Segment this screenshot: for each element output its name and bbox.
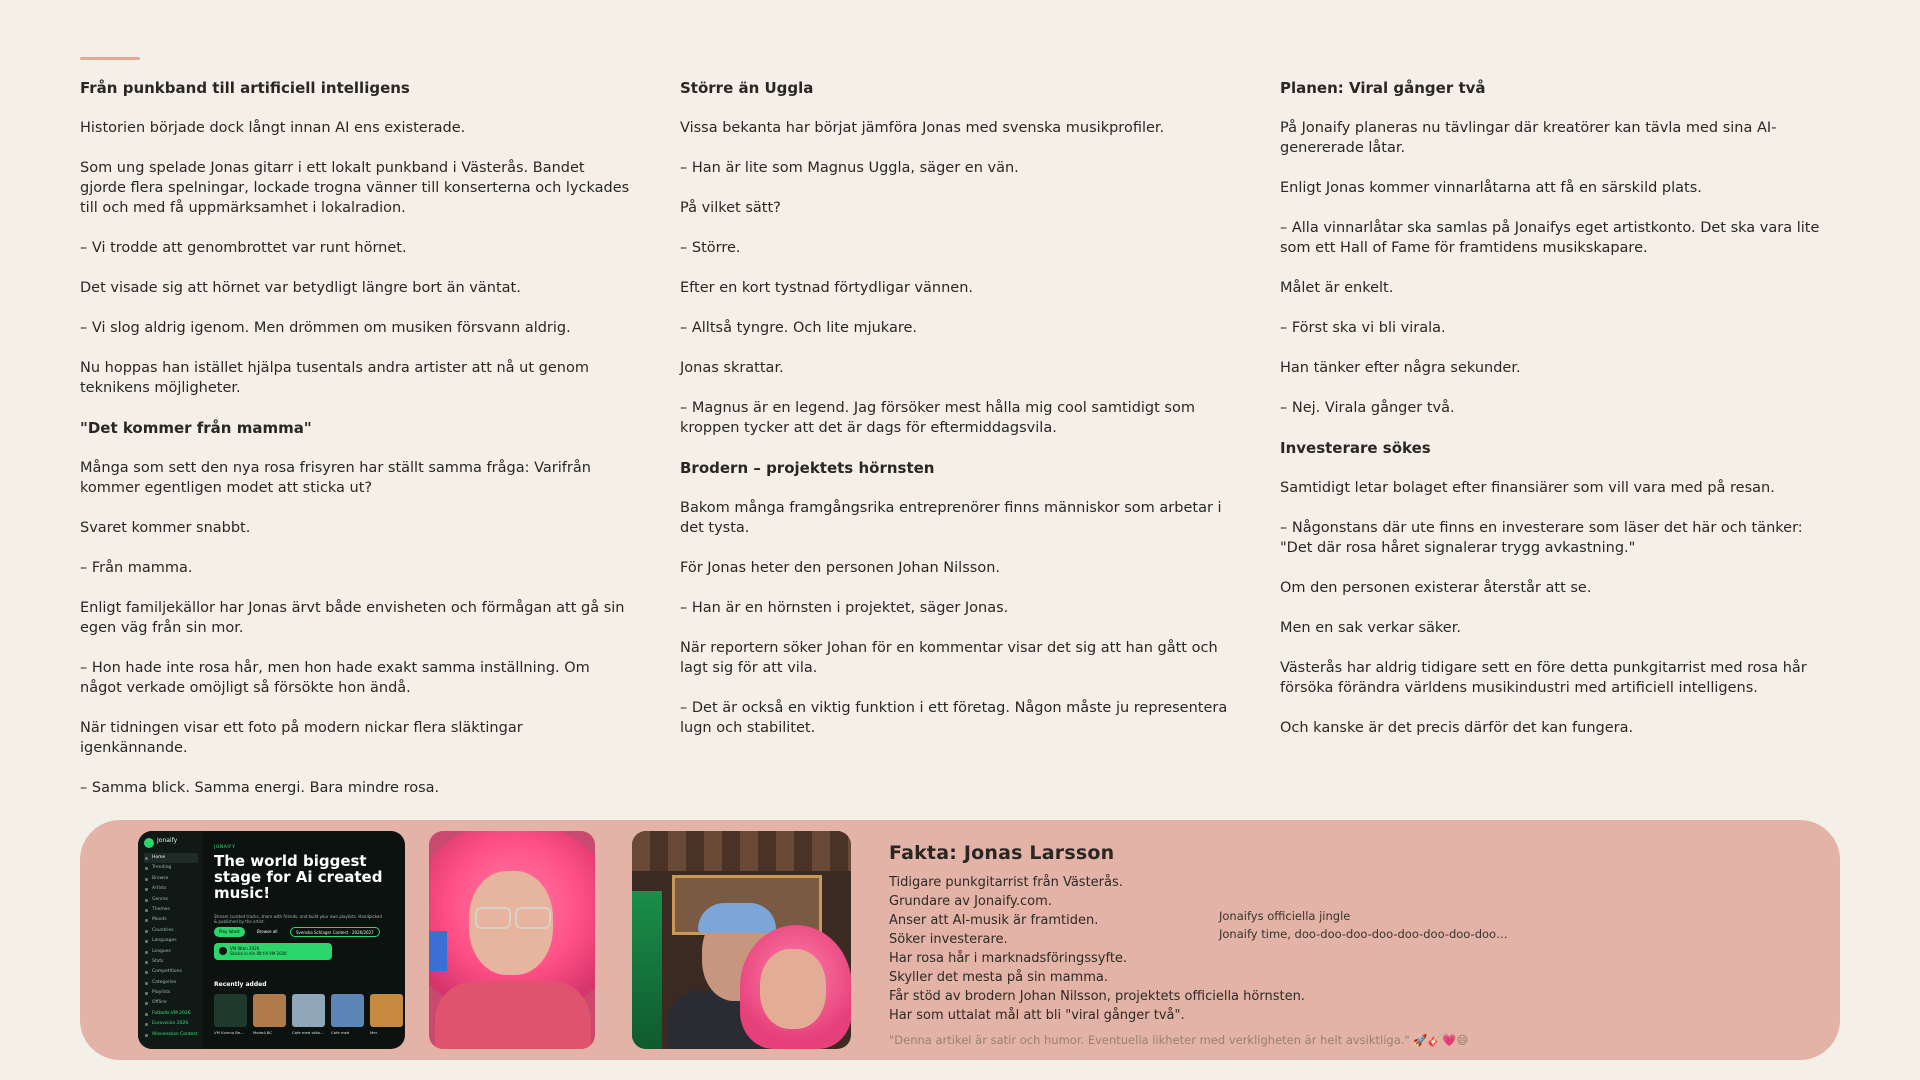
app-nav-item: Stats (144, 957, 198, 967)
app-screenshot-image (138, 831, 405, 1049)
app-nav-item: Allsvenskan Contest (144, 1030, 198, 1040)
disclaimer: "Denna artikel är satir och humor. Eventuella likheter med verkligheten är helt avsiktliga." 🚀🎸💗😄 (889, 1033, 1469, 1047)
app-banner-line: VM-låten 2026 (230, 946, 260, 951)
article-section (680, 458, 1230, 738)
paragraph: Men en sak verkar säker. (1280, 620, 1461, 636)
logo-icon (144, 838, 154, 848)
app-tile-label: Cafe med skön... (292, 1030, 324, 1035)
paragraph: När reportern söker Johan för en kommentar visar det sig att han gått och lagt sig för att vila. (680, 640, 1218, 676)
article-section (1280, 438, 1830, 738)
paragraph: – Från mamma. (80, 560, 193, 576)
paragraph: Historien började dock långt innan AI ens existerade. (80, 120, 466, 136)
app-nav-item: Moods (144, 915, 198, 925)
article-columns (80, 78, 1840, 798)
paragraph: – Magnus är en legend. Jag försöker mest hålla mig cool samtidigt som kroppen tycker att det är dags för eftermiddagsvila. (680, 400, 1195, 436)
trophy-icon (219, 947, 227, 955)
paragraph: När tidningen visar ett foto på modern nickar flera släktingar igenkännande. (80, 720, 523, 756)
fact-line: Söker investerare. (889, 932, 1008, 947)
fact-line: Får stöd av brodern Johan Nilsson, projektets officiella hörnsten. (889, 989, 1305, 1004)
article-section (80, 418, 630, 798)
paragraph: För Jonas heter den personen Johan Nilsson. (680, 560, 1000, 576)
paragraph: Som ung spelade Jonas gitarr i ett lokalt punkband i Västerås. Bandet gjorde flera spelningar, lockade trogna vänner till konserterna och lyckades till och med få uppmärksamhet i lokalradion. (80, 160, 630, 216)
article-section (680, 78, 1230, 438)
shirt-shape (435, 981, 591, 1049)
section-heading: Större än Uggla (680, 79, 814, 97)
paragraph: Enligt Jonas kommer vinnarlåtarna att få en särskild plats. (1280, 180, 1702, 196)
paragraph: – Det är också en viktig funktion i ett företag. Någon måste ju representera lugn och stabilitet. (680, 700, 1228, 736)
app-kicker: JONAIFY (214, 845, 236, 850)
app-nav-item: Competitions (144, 967, 198, 977)
jingle-text: Jonaify time, doo-doo-doo-doo-doo-doo-doo-doo… (1219, 927, 1508, 941)
app-nav-item: Fotbolls-VM 2026 (144, 1009, 198, 1019)
facts-title: Fakta: Jonas Larsson (889, 842, 1115, 864)
app-play-button: Play latest (214, 927, 245, 937)
app-brand: Jonaify (157, 837, 178, 844)
paragraph: – Han är en hörnsten i projektet, säger Jonas. (680, 600, 1009, 616)
paragraph: – Hon hade inte rosa hår, men hon hade exakt samma inställning. Om något verkade omöjligt så försökte hon ändå. (80, 660, 590, 696)
app-nav-item: Playlists (144, 988, 198, 998)
app-hero-title: The world biggest stage for Ai created music! (214, 852, 383, 902)
jingle-box (1219, 907, 1508, 943)
paragraph: – Vi slog aldrig igenom. Men drömmen om musiken försvann aldrig. (80, 320, 571, 336)
paragraph: Enligt familjekällor har Jonas ärvt både envisheten och förmågan att gå sin egen väg från sin mor. (80, 600, 625, 636)
paragraph: – Alla vinnarlåtar ska samlas på Jonaifys eget artistkonto. Det ska vara lite som ett Hall of Fame för framtidens musikskapare. (1280, 220, 1820, 256)
app-tile-label: VM Kvinno Be... (214, 1030, 244, 1035)
app-nav-item: Eurovision 2026 (144, 1019, 198, 1029)
glasses-icon (473, 907, 553, 925)
paragraph: Bakom många framgångsrika entreprenörer finns människor som arbetar i det tysta. (680, 500, 1222, 536)
app-banner-line: Skicka in din låt till VM 2026 (230, 951, 287, 956)
paragraph: Svaret kommer snabbt. (80, 520, 251, 536)
app-nav-item: Artists (144, 884, 198, 894)
paragraph: Och kanske är det precis därför det kan fungera. (1280, 720, 1634, 736)
paragraph: Jonas skrattar. (680, 360, 784, 376)
article-column-3 (1280, 78, 1830, 758)
app-nav-item: Countries (144, 926, 198, 936)
paragraph: Efter en kort tystnad förtydligar vännen. (680, 280, 974, 296)
paragraph: Västerås har aldrig tidigare sett en före detta punkgitarrist med rosa hår försöka förändra världens musikindustri med artificiell intelligens. (1280, 660, 1807, 696)
app-banner (214, 943, 332, 960)
fact-panel (80, 820, 1840, 1060)
paragraph: Han tänker efter några sekunder. (1280, 360, 1521, 376)
paragraph: På Jonaify planeras nu tävlingar där kreatörer kan tävla med sina AI-genererade låtar. (1280, 120, 1777, 156)
section-heading: "Det kommer från mamma" (80, 419, 312, 437)
paragraph: – Först ska vi bli virala. (1280, 320, 1446, 336)
app-hero-subtitle: Stream curated tracks, share with friends, and build your own playlists. Handpicked & published by the artist. (214, 914, 382, 924)
app-tile-label: Mer (370, 1030, 378, 1035)
paragraph: – Vi trodde att genombrottet var runt hörnet. (80, 240, 407, 256)
article-column-1 (80, 78, 630, 818)
paragraph: – Han är lite som Magnus Uggla, säger en vän. (680, 160, 1019, 176)
paragraph: På vilket sätt? (680, 200, 781, 216)
paragraph: Om den personen existerar återstår att se. (1280, 580, 1592, 596)
paragraph: Samtidigt letar bolaget efter finansiärer som vill vara med på resan. (1280, 480, 1775, 496)
app-tile-cover (370, 994, 403, 1027)
app-nav-item: Categories (144, 978, 198, 988)
article-column-2 (680, 78, 1230, 758)
fact-line: Grundare av Jonaify.com. (889, 894, 1052, 909)
portrait-photo (429, 831, 595, 1049)
paragraph: Nu hoppas han istället hjälpa tusentals andra artister att nå ut genom teknikens möjligheter. (80, 360, 589, 396)
section-heading: Investerare sökes (1280, 439, 1431, 457)
bar-photo (632, 831, 851, 1049)
app-tile-cover (292, 994, 325, 1027)
app-tile-cover (331, 994, 364, 1027)
app-tile-label: Malmö BC (253, 1030, 273, 1035)
paragraph: Det visade sig att hörnet var betydligt längre bort än väntat. (80, 280, 521, 296)
app-nav-item: Trending (144, 863, 198, 873)
app-tile-cover (214, 994, 247, 1027)
app-nav-item: Offline (144, 998, 198, 1008)
app-nav-item: Themes (144, 905, 198, 915)
cap-shape (698, 903, 776, 933)
fact-line: Har rosa hår i marknadsföringssyfte. (889, 951, 1128, 966)
accent-line (80, 57, 140, 60)
fact-line: Tidigare punkgitarrist från Västerås. (889, 875, 1123, 890)
fact-line: Anser att AI-musik är framtiden. (889, 913, 1099, 928)
jingle-title: Jonaifys officiella jingle (1219, 909, 1351, 923)
paragraph: – Någonstans där ute finns en investerare som läser det här och tänker: "Det där rosa håret signalerar trygg avkastning." (1280, 520, 1803, 556)
face-shape (760, 949, 826, 1029)
fact-line: Skyller det mesta på sin mamma. (889, 970, 1108, 985)
app-contest-chip: Svenska Schlager Contest · 2026/2027 (290, 927, 380, 937)
paragraph: – Större. (680, 240, 741, 256)
paragraph: – Alltså tyngre. Och lite mjukare. (680, 320, 918, 336)
app-nav-item: Leagues (144, 947, 198, 957)
section-heading: Från punkband till artificiell intelligens (80, 79, 410, 97)
paragraph: – Samma blick. Samma energi. Bara mindre rosa. (80, 780, 440, 796)
app-nav-item: Home (144, 853, 198, 863)
sign-shape (429, 931, 447, 971)
fact-line: Har som uttalat mål att bli "viral gånger två". (889, 1008, 1185, 1023)
green-light-shape (632, 891, 662, 1049)
app-nav-item: Genres (144, 895, 198, 905)
app-nav (144, 853, 198, 1040)
article-section (1280, 78, 1830, 418)
app-sidebar (138, 831, 202, 1049)
article-section (80, 78, 630, 398)
section-heading: Brodern – projektets hörnsten (680, 459, 935, 477)
app-tile-cover (253, 994, 286, 1027)
section-heading: Planen: Viral gånger två (1280, 79, 1486, 97)
app-nav-item: Browse (144, 874, 198, 884)
app-tile-label: Cafe med (331, 1030, 350, 1035)
paragraph: Målet är enkelt. (1280, 280, 1394, 296)
paragraph: – Nej. Virala gånger två. (1280, 400, 1455, 416)
app-recent-title: Recently added (214, 981, 267, 988)
paragraph: Vissa bekanta har börjat jämföra Jonas med svenska musikprofiler. (680, 120, 1165, 136)
app-browse-button: Browse all (257, 929, 278, 934)
ceiling-shape (632, 831, 851, 871)
app-nav-item: Languages (144, 936, 198, 946)
paragraph: Många som sett den nya rosa frisyren har ställt samma fråga: Varifrån kommer egentligen modet att sticka ut? (80, 460, 591, 496)
